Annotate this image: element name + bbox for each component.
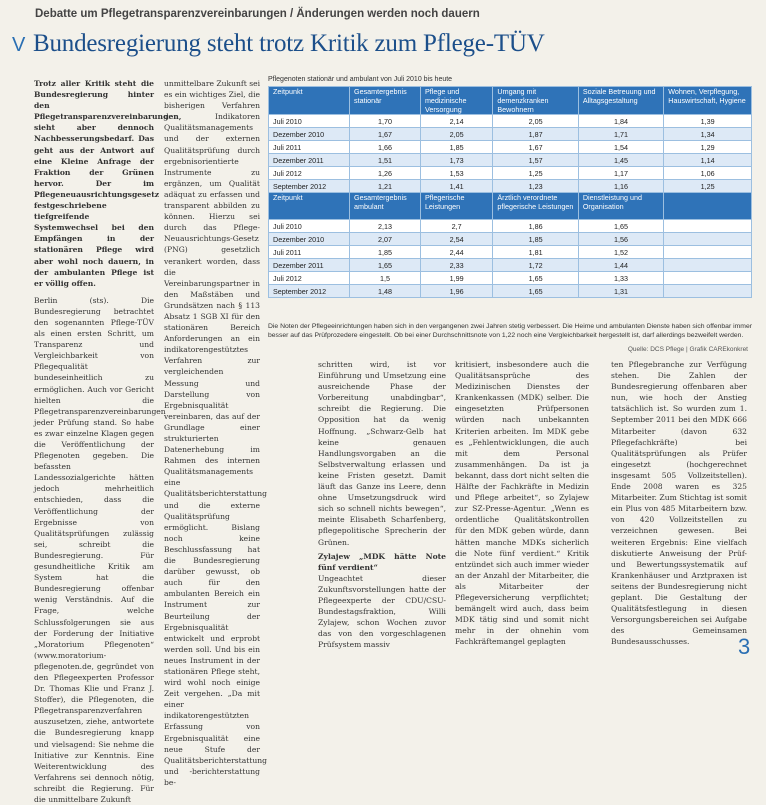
ambulant-header-cell <box>664 193 752 220</box>
table-cell: 1,54 <box>578 141 663 154</box>
table-cell: 1,06 <box>664 167 752 180</box>
table-cell: 1,44 <box>578 259 663 272</box>
table-cell <box>664 233 752 246</box>
table-cell: 1,84 <box>578 115 663 128</box>
article-lead: Trotz aller Kritik steht die Bundesregierung hinter den Pflegetransparenzvereinbarungen, sieht aber dennoch Nachbesserungsbedarf. Das geht aus der Antwort auf eine Kleine Anfrage der Fraktion der Grünen hervor. Der im Pflegeneuausrichtungsgesetz festgeschriebene tiefgreifende Systemwechsel bei den Empfängen in der stationären Pflege wird aber wohl noch dauern, in der ambulanten Pflege ist er völlig offen. <box>34 79 182 288</box>
ambulant-section <box>269 193 752 298</box>
stationary-section <box>269 87 752 193</box>
table-cell: 2,13 <box>350 220 421 233</box>
table-cell: 2,54 <box>420 233 492 246</box>
table-cell: 1,56 <box>578 233 663 246</box>
table-cell: 1,67 <box>350 128 421 141</box>
table-cell <box>664 259 752 272</box>
table-cell: Dezember 2010 <box>269 128 350 141</box>
table-caption: Pflegenoten stationär und ambulant von Juli 2010 bis heute <box>268 76 453 83</box>
stationary-header-cell: Gesamtergebnis stationär <box>350 87 421 115</box>
table-cell: Juli 2012 <box>269 272 350 285</box>
table-cell: 1,48 <box>350 285 421 298</box>
table-cell: 1,16 <box>578 180 663 193</box>
table-row <box>269 220 752 233</box>
page-number: 3 <box>738 634 751 659</box>
article-body-5: ten Pflegebranche zur Verfügung stehen. Die Zahlen der Bundesregierung offenbaren aber nun, wie hoch der Anstieg tatsächlich ist. So wurden zum 1. September 2011 bei den MDK 666 Mitarbeiter (davon 632 Pflegefachkräfte) bei Qualitätsprüfungen als Prüfer eingesetzt (hochgerechnet insgesamt 505 Vollzeitstellen). Ende 2008 waren es 325 Mitarbeiter. Zum Stichtag ist somit ein Plus von 485 Mitarbeitern bzw. von 420 Vollzeitstellen zu verzeichnen gewesen. Bei weiteren Ergebnis: Eine vielfach diskutierte Anweisung der Prüf- und Bewertungssystematik auf Krankenhäuser und Arztpraxen ist seitens der Bundesregierung nicht geplant. Die Gestaltung der Qualitätsfestlegung in diesen Versorgungsbereichen sei Aufgabe des Gemeinsamen Bundesausschusses. <box>611 360 747 647</box>
table-cell: 1,96 <box>420 285 492 298</box>
table-cell: 1,81 <box>493 246 578 259</box>
table-row <box>269 167 752 180</box>
table-cell: 1,57 <box>493 154 578 167</box>
column-3 <box>318 359 446 649</box>
table-cell: 2,33 <box>420 259 492 272</box>
ambulant-header-cell: Zeitpunkt <box>269 193 350 220</box>
table-cell: 1,65 <box>350 259 421 272</box>
table-row <box>269 141 752 154</box>
table-cell: 1,25 <box>664 180 752 193</box>
table-row <box>269 128 752 141</box>
headline: Bundesregierung steht trotz Kritik zum Pflege-TÜV <box>33 30 545 57</box>
pflegenoten-table <box>268 86 752 298</box>
column-2 <box>164 78 267 787</box>
table-cell: Dezember 2010 <box>269 233 350 246</box>
table-row <box>269 246 752 259</box>
table-cell: 1,87 <box>493 128 578 141</box>
article-body-1: Berlin (sts). Die Bundesregierung betrachtet den sogenannten Pflege-TÜV als einen ersten Schritt, um Transparenz und Vergleichbarkeit von Pflegequalität bundeseinheitlich zu ermöglichen. Auch vor Gericht hielten die Pflegetransparenzvereinbarungen jeder Prüfung stand. So habe es zwar einzelne Klagen gegen die Veröffentlichung der Pflegenoten gegeben. Die befassten Landessozialgerichte hätten jedoch mehrheitlich entschieden, dass die Veröffentlichung der Ergebnisse von Qualitätsprüfungen zulässig sei, schreibt die Bundesregierung. Für gesundheitliche Kritik am System hat die Bundesregierung offenbar wenig Verständnis. Auf die Frage, welche Schlussfolgerungen sie aus der Forderung der Initiative „Moratorium Pflegenoten“ (www.moratorium-pflegenoten.de, gegründet von den Pflegeexperten Professor Dr. Thomas Klie und Franz J. Stoffer), die Pflegenoten, die Pflegetransparenzverfahren auszusetzen, ziehe, antwortete die Bundesregierung knapp und vielsagend: Sie nehme die Initiative zur Kenntnis. Eine Weiterentwicklung des Verfahrens sei dennoch nötig, schreibt die Regierung. Für die unmittelbare Zukunft <box>34 295 166 804</box>
table-cell: Juli 2010 <box>269 220 350 233</box>
table-cell: Dezember 2011 <box>269 154 350 167</box>
ambulant-header-cell: Dienstleistung und Organisation <box>578 193 663 220</box>
ambulant-header-row <box>269 193 752 220</box>
article-body-3: schritten wird, ist vor Einführung und Umsetzung eine ausreichende Phase der Vorbereitung unabdingbar“, schreibt die Regierung. Die Opposition hat da wenig Hoffnung. „Schwarz-Gelb hat keine genauen Handlungsvorgaben an die Selbstverwaltung erlassen und keine Fristen gesetzt. Damit läuft das Ganze ins Leere, denn ohne Umsetzungsdruck wird sich so schnell nichts bewegen“, meinte Elisabeth Scharfenberg, pflegepolitische Sprecherin der Grünen. <box>318 360 446 547</box>
table-cell: 1,67 <box>493 141 578 154</box>
table-cell: 1,86 <box>493 220 578 233</box>
table-cell: 1,51 <box>350 154 421 167</box>
table-cell: 1,25 <box>493 167 578 180</box>
ambulant-header-cell: Gesamtergebnis ambulant <box>350 193 421 220</box>
section-marker-icon: V <box>12 34 26 56</box>
table-cell: 1,52 <box>578 246 663 259</box>
table-cell <box>664 246 752 259</box>
table-cell: 1,34 <box>664 128 752 141</box>
stationary-header-cell: Zeitpunkt <box>269 87 350 115</box>
table-cell: 1,5 <box>350 272 421 285</box>
table-cell: 1,85 <box>350 246 421 259</box>
column-4 <box>455 359 589 649</box>
table-cell: Juli 2012 <box>269 167 350 180</box>
table-row <box>269 233 752 246</box>
table-cell <box>664 220 752 233</box>
stationary-header-cell: Umgang mit demenzkranken Bewohnern <box>493 87 578 115</box>
table-cell: 1,17 <box>578 167 663 180</box>
table-cell: 1,21 <box>350 180 421 193</box>
table-cell <box>664 285 752 298</box>
subheadline: Zylajew „MDK hätte Note fünf verdient“ <box>318 551 446 572</box>
article-body-4: kritisiert, insbesondere auch die Qualitätsansprüche des Medizinischen Dienstes der Krankenkassen (MDK) selber. Die eingesetzten Prüfpersonen würden nach unbekannten Kriterien arbeiten. Im MDK gebe es „Fehlentwicklungen, die auch mit dem Personal zusammenhängen. Da ist ja bekannt, dass dort nicht selten die Hälfte der Fachkräfte in Medizin und Pflege arbeitet“, so Zylajew zur SZ-Presse-Agentur. „Wenn es ordentliche Qualitätskontrollen für den MDK geben würde, dann hätten manche MDKs sicherlich die Note fünf verdient.“ Kritik entzündet sich auch immer wieder an der Anzahl der Mitarbeiter, die als Mitarbeiter der Pflegeversicherung verpflichtet; bemängelt wird auch, dass beim MDK tätig sind und somit nicht mehr in der ohnehin vom Fachkräftemangel geplagten <box>455 360 589 647</box>
stationary-header-row <box>269 87 752 115</box>
table-cell: 1,70 <box>350 115 421 128</box>
table-row <box>269 180 752 193</box>
table-cell: 2,7 <box>420 220 492 233</box>
table-cell: 1,26 <box>350 167 421 180</box>
ambulant-header-cell: Pflegerische Leistungen <box>420 193 492 220</box>
table-cell: 1,65 <box>493 272 578 285</box>
table-cell <box>664 272 752 285</box>
table-cell: 1,45 <box>578 154 663 167</box>
table-cell: 2,14 <box>420 115 492 128</box>
stationary-header-cell: Pflege und medizinische Versorgung <box>420 87 492 115</box>
table-row <box>269 272 752 285</box>
table-cell: 1,29 <box>664 141 752 154</box>
table-row <box>269 259 752 272</box>
table-cell: 1,73 <box>420 154 492 167</box>
column-1 <box>34 78 182 804</box>
column-5 <box>611 359 747 647</box>
table-cell: Dezember 2011 <box>269 259 350 272</box>
stationary-header-cell: Wohnen, Verpflegung, Hauswirtschaft, Hygiene <box>664 87 752 115</box>
table-note: Die Noten der Pflegeeinrichtungen haben sich in den vergangenen zwei Jahren stetig verbessert. Die Heime und ambulanten Dienste haben sich offenbar immer besser auf das Prüfprozedere eingestellt. Ob bei einer Durchschnittsnote von 1,22 noch eine Vergleichbarkeit hergestellt ist, darf allerdings bezweifelt werden. <box>268 323 752 340</box>
table-cell: 1,85 <box>420 141 492 154</box>
article-body-3b: Ungeachtet dieser Zukunftsvorstellungen hatte der Pflegeexperte der CDU/CSU-Bundestagsfraktion, Willi Zylajew, schon Wochen zuvor das von den vorgeschlagenen Prüfsystem massiv <box>318 573 446 650</box>
table-cell: 1,41 <box>420 180 492 193</box>
table-row <box>269 154 752 167</box>
table-cell: 1,66 <box>350 141 421 154</box>
table-cell: 1,65 <box>493 285 578 298</box>
table-cell: Juli 2011 <box>269 246 350 259</box>
table-cell: 2,05 <box>493 115 578 128</box>
stationary-header-cell: Soziale Betreuung und Alltagsgestaltung <box>578 87 663 115</box>
table-source: Quelle: DCS Pflege | Grafik CAREkonkret <box>627 346 748 353</box>
kicker: Debatte um Pflegetransparenzvereinbarungen / Änderungen werden noch dauern <box>35 8 480 20</box>
table-cell: September 2012 <box>269 285 350 298</box>
table-cell: 1,14 <box>664 154 752 167</box>
table-cell: Juli 2011 <box>269 141 350 154</box>
table-cell: 1,53 <box>420 167 492 180</box>
table-cell: 2,44 <box>420 246 492 259</box>
table-cell: 1,39 <box>664 115 752 128</box>
table-row <box>269 285 752 298</box>
article-body-2: unmittelbare Zukunft sei es ein wichtiges Ziel, die bisherigen Verfahren der Indikatoren Qualitätsmanagements und der externen Qualitätsprüfung durch ergebnisorientierte Instrumente zu ergänzen, um Qualität adäquat zu erfassen und transparent abbilden zu können. Hierzu sei durch das Pflege-Neuausrichtungs-Gesetz (PNG) gesetzlich verankert worden, dass die Vereinbarungspartner in den Maßstäben und Grundsätzen nach § 113 Absatz 1 SGB XI für den stationären Bereich Anforderungen an ein indikatorengestütztes Verfahren zur vergleichenden Messung und Darstellung von Ergebnisqualität vereinbaren, das auf der Grundlage einer strukturierten Datenerhebung im Rahmen des internen Qualitätsmanagements eine Qualitätsberichterstattung und die externe Qualitätsprüfung ermöglicht. Bislang noch keine Beschlussfassung hat die Bundesregierung darüber gewusst, ob auch für den ambulanten Bereich ein Instrument zur Beurteilung der Ergebnisqualität entwickelt und erprobt werden soll. Und bis ein neues Instrument in der stationären Pflege steht, wird wohl noch einige Zeit vergehen. „Da mit einer indikatorengestützten Erfassung von Ergebnisqualität eine neue Stufe der Qualitätsberichterstattung und -berichterstattung be- <box>164 79 267 787</box>
table-row <box>269 115 752 128</box>
table-cell: 2,07 <box>350 233 421 246</box>
table-cell: 2,05 <box>420 128 492 141</box>
table-cell: Juli 2010 <box>269 115 350 128</box>
table-cell: 1,99 <box>420 272 492 285</box>
table-cell: 1,33 <box>578 272 663 285</box>
table-cell: 1,23 <box>493 180 578 193</box>
ambulant-header-cell: Ärztlich verordnete pflegerische Leistungen <box>493 193 578 220</box>
table-cell: September 2012 <box>269 180 350 193</box>
table-cell: 1,71 <box>578 128 663 141</box>
table-cell: 1,85 <box>493 233 578 246</box>
table-cell: 1,65 <box>578 220 663 233</box>
table-cell: 1,72 <box>493 259 578 272</box>
table-cell: 1,31 <box>578 285 663 298</box>
